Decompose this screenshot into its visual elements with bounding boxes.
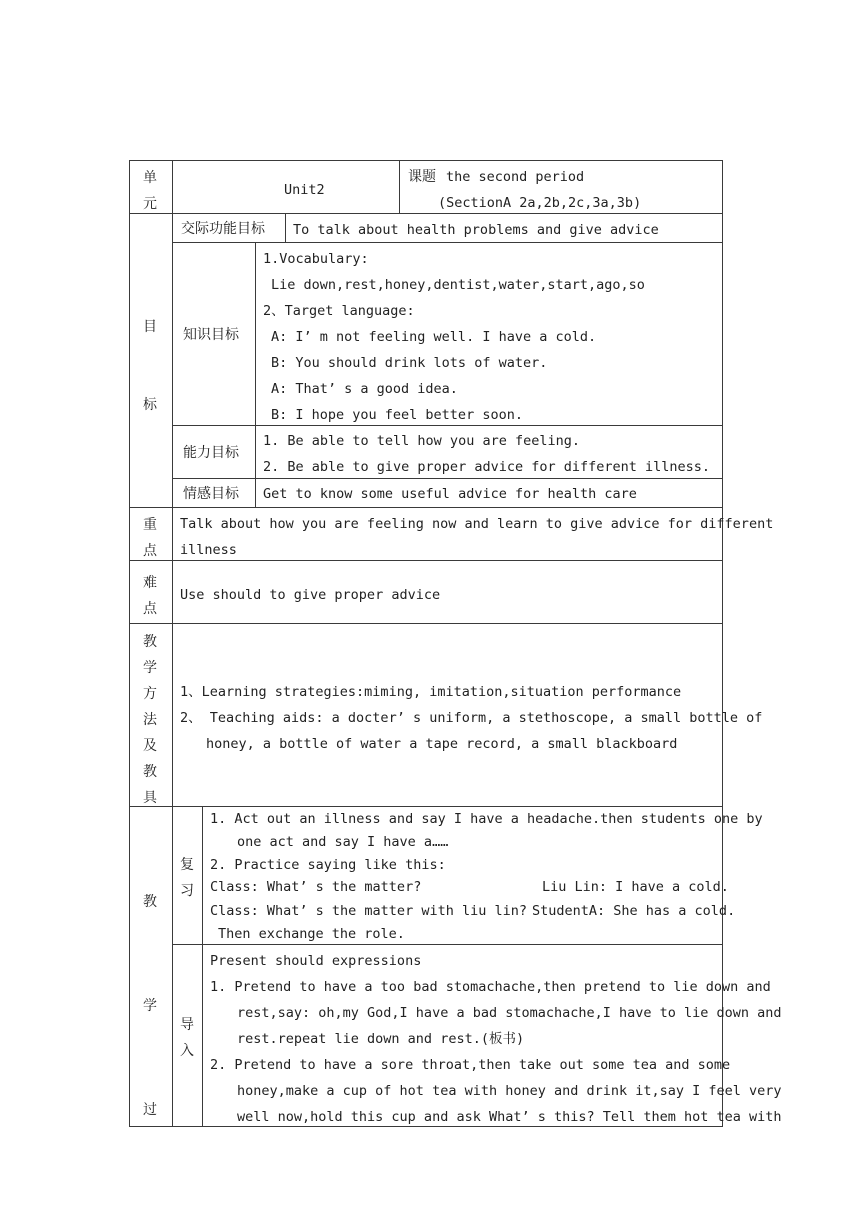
review-line: 2. Practice saying like this: (210, 857, 446, 873)
unit-label: 元 (143, 196, 157, 212)
topic-label: 课题 (408, 169, 436, 185)
row-line (172, 944, 723, 945)
label-column-divider (172, 160, 173, 1126)
objectives-label: 标 (143, 397, 157, 413)
objective-label-divider (255, 242, 256, 507)
methods-label-char: 及 (143, 738, 157, 754)
intro-line: rest.repeat lie down and rest.(板书) (237, 1031, 525, 1047)
table-border-bottom (129, 1126, 723, 1127)
intro-line: 2. Pretend to have a sore throat,then take out some tea and some (210, 1057, 731, 1073)
review-line: Then exchange the role. (218, 926, 405, 942)
row-line (172, 478, 723, 479)
topic-title: the second period (446, 169, 585, 185)
methods-line: 2、 Teaching aids: a docter’ s uniform, a stethoscope, a small bottle of (180, 710, 763, 726)
header-divider (399, 160, 400, 213)
row-line (129, 806, 723, 807)
objectives-label: 目 (143, 319, 157, 335)
knowledge-line: B: You should drink lots of water. (271, 355, 548, 371)
key-points-text: illness (180, 542, 237, 558)
emotion-goal-label: 情感目标 (183, 486, 239, 502)
table-border-top (129, 160, 723, 161)
key-points-text: Talk about how you are feeling now and learn to give advice for different (180, 516, 774, 532)
review-line: StudentA: She has a cold. (532, 903, 736, 919)
knowledge-line: 2、Target language: (263, 303, 415, 319)
row-line (129, 507, 723, 508)
methods-line: 1、Learning strategies:miming, imitation,situation performance (180, 684, 682, 700)
review-line: Liu Lin: I have a cold. (542, 879, 729, 895)
knowledge-line: Lie down,rest,honey,dentist,water,start,ago,so (271, 277, 645, 293)
ability-goal-label: 能力目标 (183, 445, 239, 461)
intro-label: 入 (180, 1043, 194, 1059)
unit-label: 单 (143, 170, 157, 186)
intro-line: well now,hold this cup and ask What’ s this? Tell them hot tea with (237, 1109, 782, 1125)
intro-line: honey,make a cup of hot tea with honey and drink it,say I feel very (237, 1083, 782, 1099)
methods-label-char: 教 (143, 634, 157, 650)
methods-label-char: 方 (143, 686, 157, 702)
comm-divider (285, 213, 286, 242)
difficult-points-text: Use should to give proper advice (180, 587, 441, 603)
intro-label: 导 (180, 1017, 194, 1033)
difficult-points-label: 点 (143, 601, 157, 617)
topic-section: (SectionA 2a,2b,2c,3a,3b) (438, 195, 642, 211)
comm-goal-text: To talk about health problems and give advice (293, 222, 659, 238)
process-label-char: 教 (143, 894, 157, 910)
knowledge-line: A: That’ s a good idea. (271, 381, 458, 397)
review-label: 习 (180, 883, 194, 899)
difficult-points-label: 难 (143, 575, 157, 591)
emotion-goal-text: Get to know some useful advice for health care (263, 486, 637, 502)
intro-line: rest,say: oh,my God,I have a bad stomachache,I have to lie down and (237, 1005, 782, 1021)
methods-label-char: 教 (143, 764, 157, 780)
methods-line: honey, a bottle of water a tape record, a small blackboard (206, 736, 678, 752)
ability-line: 1. Be able to tell how you are feeling. (263, 433, 580, 449)
knowledge-line: A: I’ m not feeling well. I have a cold. (271, 329, 597, 345)
row-line (129, 560, 723, 561)
knowledge-goal-label: 知识目标 (183, 327, 239, 343)
intro-line: 1. Pretend to have a too bad stomachache,then pretend to lie down and (210, 979, 771, 995)
key-points-label: 重 (143, 517, 157, 533)
row-line (129, 623, 723, 624)
methods-label-char: 法 (143, 712, 157, 728)
process-label-char: 过 (143, 1102, 157, 1118)
review-line: Class: What’ s the matter with liu lin? (210, 903, 527, 919)
ability-line: 2. Be able to give proper advice for different illness. (263, 459, 711, 475)
key-points-label: 点 (143, 543, 157, 559)
review-label: 复 (180, 857, 194, 873)
review-line: Class: What’ s the matter? (210, 879, 422, 895)
process-label-char: 学 (143, 998, 157, 1014)
review-line: one act and say I have a…… (237, 834, 449, 850)
unit-value: Unit2 (284, 182, 325, 198)
knowledge-line: 1.Vocabulary: (263, 251, 369, 267)
intro-line: Present should expressions (210, 953, 422, 969)
methods-label-char: 学 (143, 660, 157, 676)
comm-goal-label: 交际功能目标 (181, 221, 265, 237)
methods-label-char: 具 (143, 790, 157, 806)
row-line (172, 425, 723, 426)
review-line: 1. Act out an illness and say I have a headache.then students one by (210, 811, 763, 827)
row-line (129, 213, 723, 214)
process-sub-divider (202, 806, 203, 1126)
knowledge-line: B: I hope you feel better soon. (271, 407, 523, 423)
